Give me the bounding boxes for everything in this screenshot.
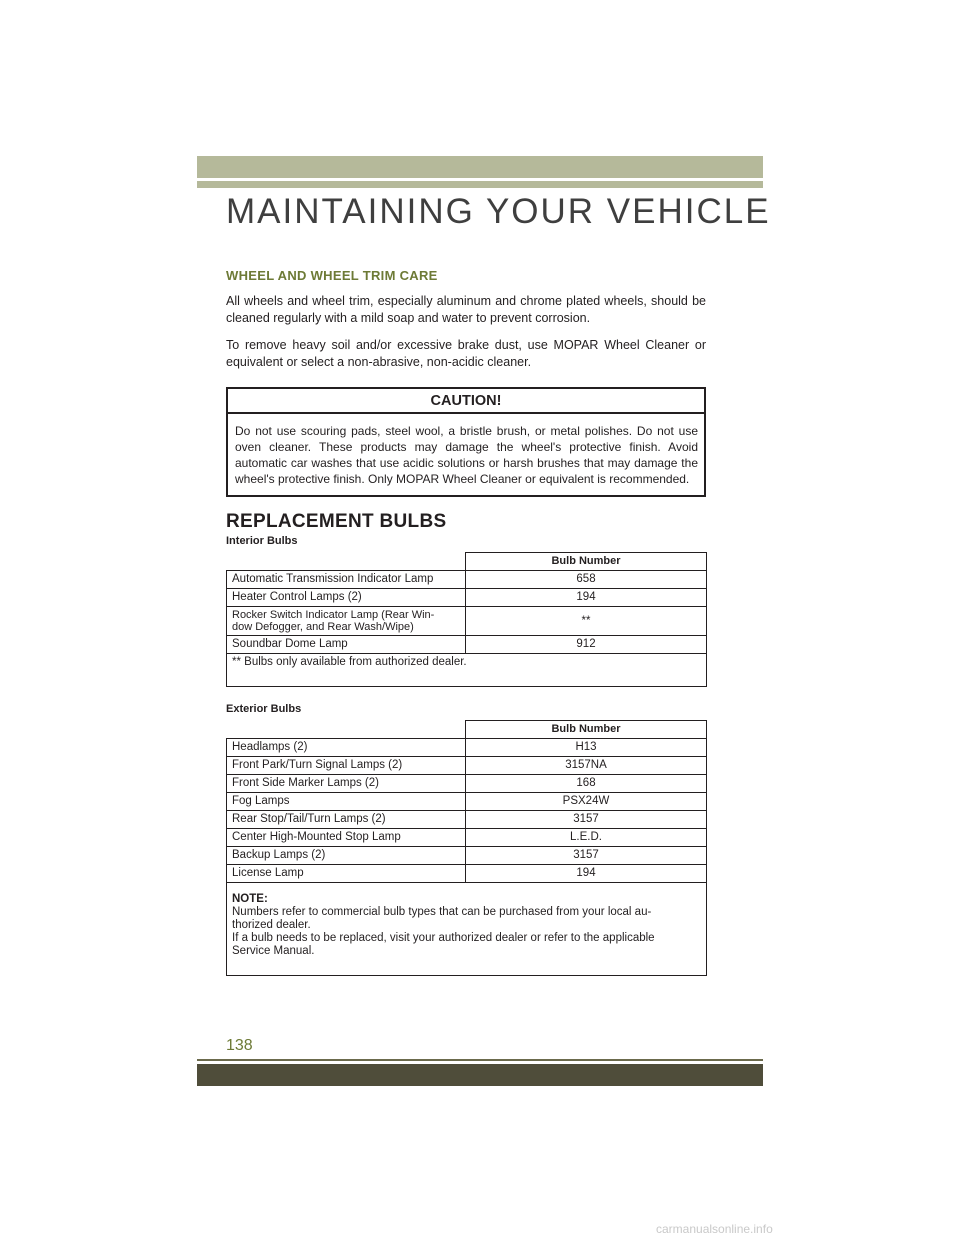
footer-rule: [197, 1059, 763, 1061]
bulb-number: **: [466, 607, 707, 636]
caution-text: Do not use scouring pads, steel wool, a bristle brush, or metal polishes. Do not use oven cleaner. These products may damage the wheel's protective finish. Avoid automatic car washes that use acidic solutions or harsh brushes that may damage the wheel's protective finish. Only MOPAR Wheel Cleaner or equivalent is recommended.: [235, 424, 698, 486]
wheel-care-paragraph-1: All wheels and wheel trim, especially aluminum and chrome plated wheels, should be cleaned regularly with a mild soap and water to prevent corrosion.: [226, 294, 706, 325]
page-content: [226, 268, 706, 976]
exterior-note: [227, 883, 707, 976]
interior-bulbs-table: [226, 552, 707, 687]
lamp-name: Backup Lamps (2): [227, 847, 466, 865]
note-row: [227, 883, 707, 976]
lamp-name: Automatic Transmission Indicator Lamp: [227, 571, 466, 589]
table-row: [227, 811, 707, 829]
table-row: [227, 757, 707, 775]
watermark: carmanualsonline.info: [656, 1222, 773, 1236]
interior-footnote: ** Bulbs only available from authorized dealer.: [227, 654, 707, 687]
lamp-name: Front Side Marker Lamps (2): [227, 775, 466, 793]
chapter-title: MAINTAINING YOUR VEHICLE: [226, 192, 771, 231]
bulb-number: 3157: [466, 847, 707, 865]
exterior-bulbs-table: [226, 720, 707, 976]
header-rule: [197, 181, 763, 188]
table-row: [227, 589, 707, 607]
table-row: [227, 636, 707, 654]
replacement-bulbs-heading: REPLACEMENT BULBS: [226, 511, 447, 532]
lamp-name: Headlamps (2): [227, 739, 466, 757]
table-row: [227, 775, 707, 793]
table-header-row: [227, 721, 707, 739]
bulb-number: 3157NA: [466, 757, 707, 775]
lamp-name: Heater Control Lamps (2): [227, 589, 466, 607]
lamp-name: License Lamp: [227, 865, 466, 883]
lamp-name: Rocker Switch Indicator Lamp (Rear Win- dow Defogger, and Rear Wash/Wipe): [227, 607, 466, 636]
table-row: [227, 607, 707, 636]
table-row: [227, 739, 707, 757]
bulb-number-header: Bulb Number: [466, 553, 707, 571]
wheel-care-paragraph-2: To remove heavy soil and/or excessive brake dust, use MOPAR Wheel Cleaner or equivalent or select a non-abrasive, non-acidic cleaner.: [226, 338, 706, 369]
header-band: [197, 156, 763, 178]
lamp-name: Center High-Mounted Stop Lamp: [227, 829, 466, 847]
lamp-name: Fog Lamps: [227, 793, 466, 811]
bulb-number: PSX24W: [466, 793, 707, 811]
bulb-number: L.E.D.: [466, 829, 707, 847]
lamp-name: Rear Stop/Tail/Turn Lamps (2): [227, 811, 466, 829]
bulb-number: 194: [466, 865, 707, 883]
bulb-number: 168: [466, 775, 707, 793]
bulb-number: 194: [466, 589, 707, 607]
lamp-name: Soundbar Dome Lamp: [227, 636, 466, 654]
note-label: NOTE:: [232, 893, 268, 905]
interior-bulbs-heading: Interior Bulbs: [226, 535, 298, 547]
table-row: [227, 571, 707, 589]
caution-box: [226, 387, 706, 497]
bulb-number-header: Bulb Number: [466, 721, 707, 739]
bulb-number: 912: [466, 636, 707, 654]
lamp-name: Front Park/Turn Signal Lamps (2): [227, 757, 466, 775]
page-number: 138: [226, 1037, 253, 1054]
table-row: [227, 847, 707, 865]
caution-title: CAUTION!: [228, 389, 704, 414]
footnote-row: [227, 654, 707, 687]
exterior-bulbs-heading: Exterior Bulbs: [226, 703, 302, 715]
footer-band: [197, 1064, 763, 1086]
wheel-care-heading: WHEEL AND WHEEL TRIM CARE: [226, 268, 438, 283]
bulb-number: 3157: [466, 811, 707, 829]
table-row: [227, 793, 707, 811]
table-row: [227, 829, 707, 847]
note-text-1: Numbers refer to commercial bulb types that can be purchased from your local au- thorized dealer.: [232, 906, 652, 931]
table-row: [227, 865, 707, 883]
table-header-blank: [227, 553, 466, 571]
table-header-blank: [227, 721, 466, 739]
table-header-row: [227, 553, 707, 571]
note-text-2: If a bulb needs to be replaced, visit your authorized dealer or refer to the applicable Service Manual.: [232, 932, 655, 957]
bulb-number: H13: [466, 739, 707, 757]
bulb-number: 658: [466, 571, 707, 589]
